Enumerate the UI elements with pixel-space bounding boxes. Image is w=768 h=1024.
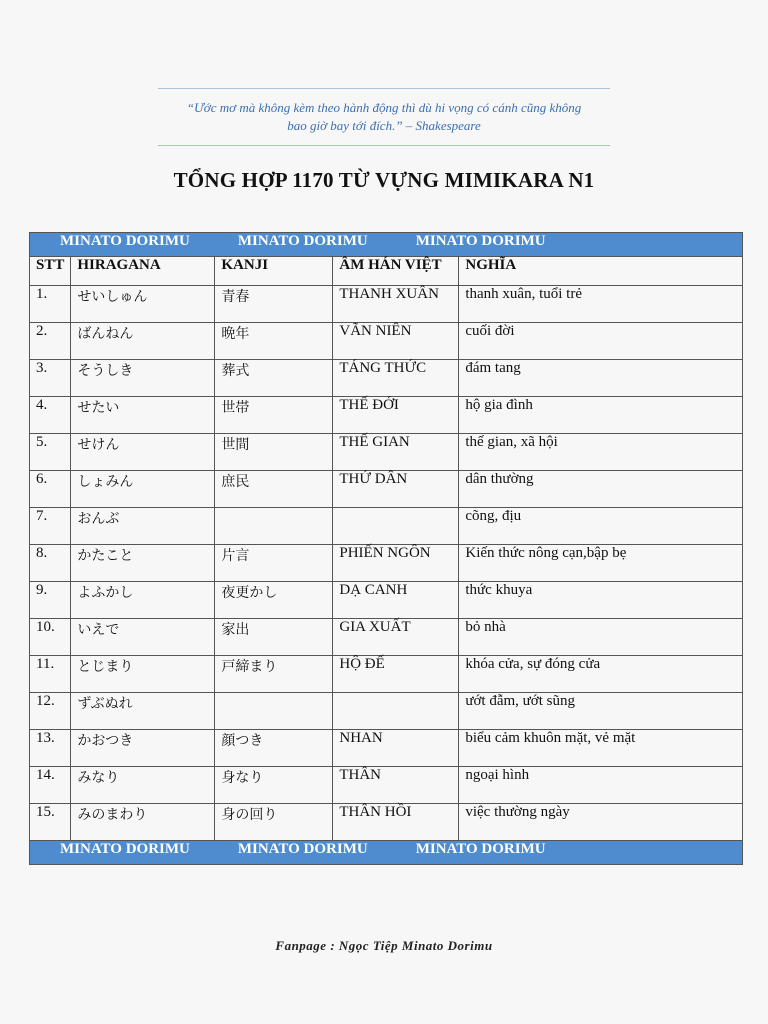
cell-am-han-viet (333, 508, 459, 545)
cell-kanji: 世帯 (215, 397, 333, 434)
quote-text (158, 89, 610, 145)
cell-nghia: thế gian, xã hội (459, 434, 743, 471)
table-row (30, 471, 743, 508)
cell-hiragana: せいしゅん (71, 286, 215, 323)
cell-kanji: 夜更かし (215, 582, 333, 619)
cell-stt: 8. (30, 545, 71, 582)
cell-stt: 11. (30, 656, 71, 693)
cell-kanji: 身なり (215, 767, 333, 804)
table-row (30, 730, 743, 767)
cell-kanji: 世間 (215, 434, 333, 471)
cell-stt: 1. (30, 286, 71, 323)
cell-am-han-viet: THẾ GIAN (333, 434, 459, 471)
banner-label: MINATO DORIMU (415, 233, 546, 249)
footer-fanpage: Fanpage : Ngọc Tiệp Minato Dorimu (275, 938, 493, 953)
column-header-nghia: NGHĨA (459, 257, 743, 286)
column-header-hiragana: HIRAGANA (71, 257, 215, 286)
cell-am-han-viet: HỘ ĐẾ (333, 656, 459, 693)
cell-stt: 3. (30, 360, 71, 397)
cell-nghia: cuối đời (459, 323, 743, 360)
quote-block (158, 88, 610, 146)
column-header-am-han-viet: ÂM HÁN VIỆT (333, 257, 459, 286)
cell-am-han-viet: THẾ ĐỚI (333, 397, 459, 434)
cell-nghia: dân thường (459, 471, 743, 508)
table-row (30, 545, 743, 582)
cell-kanji: 青春 (215, 286, 333, 323)
cell-nghia: cõng, địu (459, 508, 743, 545)
cell-hiragana: せけん (71, 434, 215, 471)
cell-hiragana: いえで (71, 619, 215, 656)
vocab-table (29, 232, 743, 865)
banner-label: MINATO DORIMU (415, 841, 546, 857)
cell-am-han-viet: THỨ DÂN (333, 471, 459, 508)
cell-am-han-viet: THÂN HỒI (333, 804, 459, 841)
cell-nghia: biểu cảm khuôn mặt, vẻ mặt (459, 730, 743, 767)
table-row (30, 656, 743, 693)
table-row (30, 360, 743, 397)
cell-stt: 14. (30, 767, 71, 804)
table-row (30, 619, 743, 656)
cell-stt: 7. (30, 508, 71, 545)
cell-kanji: 家出 (215, 619, 333, 656)
cell-stt: 13. (30, 730, 71, 767)
cell-am-han-viet: DẠ CANH (333, 582, 459, 619)
table-row (30, 767, 743, 804)
cell-am-han-viet: THANH XUÂN (333, 286, 459, 323)
cell-kanji: 庶民 (215, 471, 333, 508)
cell-hiragana: みのまわり (71, 804, 215, 841)
cell-hiragana: そうしき (71, 360, 215, 397)
cell-kanji: 片言 (215, 545, 333, 582)
cell-stt: 12. (30, 693, 71, 730)
column-header-stt: STT (30, 257, 71, 286)
cell-kanji: 身の回り (215, 804, 333, 841)
cell-stt: 5. (30, 434, 71, 471)
cell-am-han-viet: TÁNG THỨC (333, 360, 459, 397)
cell-stt: 15. (30, 804, 71, 841)
cell-nghia: bỏ nhà (459, 619, 743, 656)
cell-nghia: đám tang (459, 360, 743, 397)
cell-am-han-viet: NHAN (333, 730, 459, 767)
cell-stt: 9. (30, 582, 71, 619)
quote-line-1: “Ước mơ mà không kèm theo hành động thì dù hi vọng có cánh cũng không (186, 100, 582, 115)
cell-nghia: việc thường ngày (459, 804, 743, 841)
cell-hiragana: せたい (71, 397, 215, 434)
table-row (30, 434, 743, 471)
cell-hiragana: かたこと (71, 545, 215, 582)
cell-am-han-viet: PHIẾN NGÔN (333, 545, 459, 582)
table-row (30, 508, 743, 545)
cell-kanji (215, 693, 333, 730)
table-row (30, 323, 743, 360)
table-row (30, 693, 743, 730)
cell-hiragana: みなり (71, 767, 215, 804)
banner-label: MINATO DORIMU (237, 841, 368, 857)
banner-label: MINATO DORIMU (60, 841, 190, 857)
page-title: TỔNG HỢP 1170 TỪ VỰNG MIMIKARA N1 (173, 168, 595, 192)
cell-kanji: 葬式 (215, 360, 333, 397)
table-header-row (30, 257, 743, 286)
cell-kanji (215, 508, 333, 545)
cell-hiragana: よふかし (71, 582, 215, 619)
banner-top (30, 233, 743, 257)
banner-cell (30, 233, 743, 257)
cell-hiragana: しょみん (71, 471, 215, 508)
cell-stt: 10. (30, 619, 71, 656)
column-header-kanji: KANJI (215, 257, 333, 286)
cell-nghia: thanh xuân, tuổi trẻ (459, 286, 743, 323)
cell-hiragana: ずぶぬれ (71, 693, 215, 730)
cell-hiragana: ばんねん (71, 323, 215, 360)
banner-label: MINATO DORIMU (237, 233, 368, 249)
quote-line-2: bao giờ bay tới đích.” – Shakespeare (287, 118, 481, 133)
cell-am-han-viet: THÂN (333, 767, 459, 804)
divider-bottom (158, 145, 610, 146)
cell-stt: 6. (30, 471, 71, 508)
banner-bottom (30, 841, 743, 865)
cell-kanji: 戸締まり (215, 656, 333, 693)
table-row (30, 397, 743, 434)
banner-cell (30, 841, 743, 865)
cell-am-han-viet (333, 693, 459, 730)
cell-stt: 4. (30, 397, 71, 434)
cell-hiragana: とじまり (71, 656, 215, 693)
cell-hiragana: かおつき (71, 730, 215, 767)
cell-nghia: thức khuya (459, 582, 743, 619)
banner-label: MINATO DORIMU (60, 233, 190, 249)
cell-kanji: 晩年 (215, 323, 333, 360)
cell-nghia: ướt đẫm, ướt sũng (459, 693, 743, 730)
cell-am-han-viet: VÃN NIÊN (333, 323, 459, 360)
cell-nghia: ngoại hình (459, 767, 743, 804)
cell-hiragana: おんぶ (71, 508, 215, 545)
cell-kanji: 顔つき (215, 730, 333, 767)
table-row (30, 804, 743, 841)
table-row (30, 286, 743, 323)
table-row (30, 582, 743, 619)
cell-stt: 2. (30, 323, 71, 360)
cell-am-han-viet: GIA XUẤT (333, 619, 459, 656)
cell-nghia: khóa cửa, sự đóng cửa (459, 656, 743, 693)
cell-nghia: Kiến thức nông cạn,bập bẹ (459, 545, 743, 582)
cell-nghia: hộ gia đình (459, 397, 743, 434)
